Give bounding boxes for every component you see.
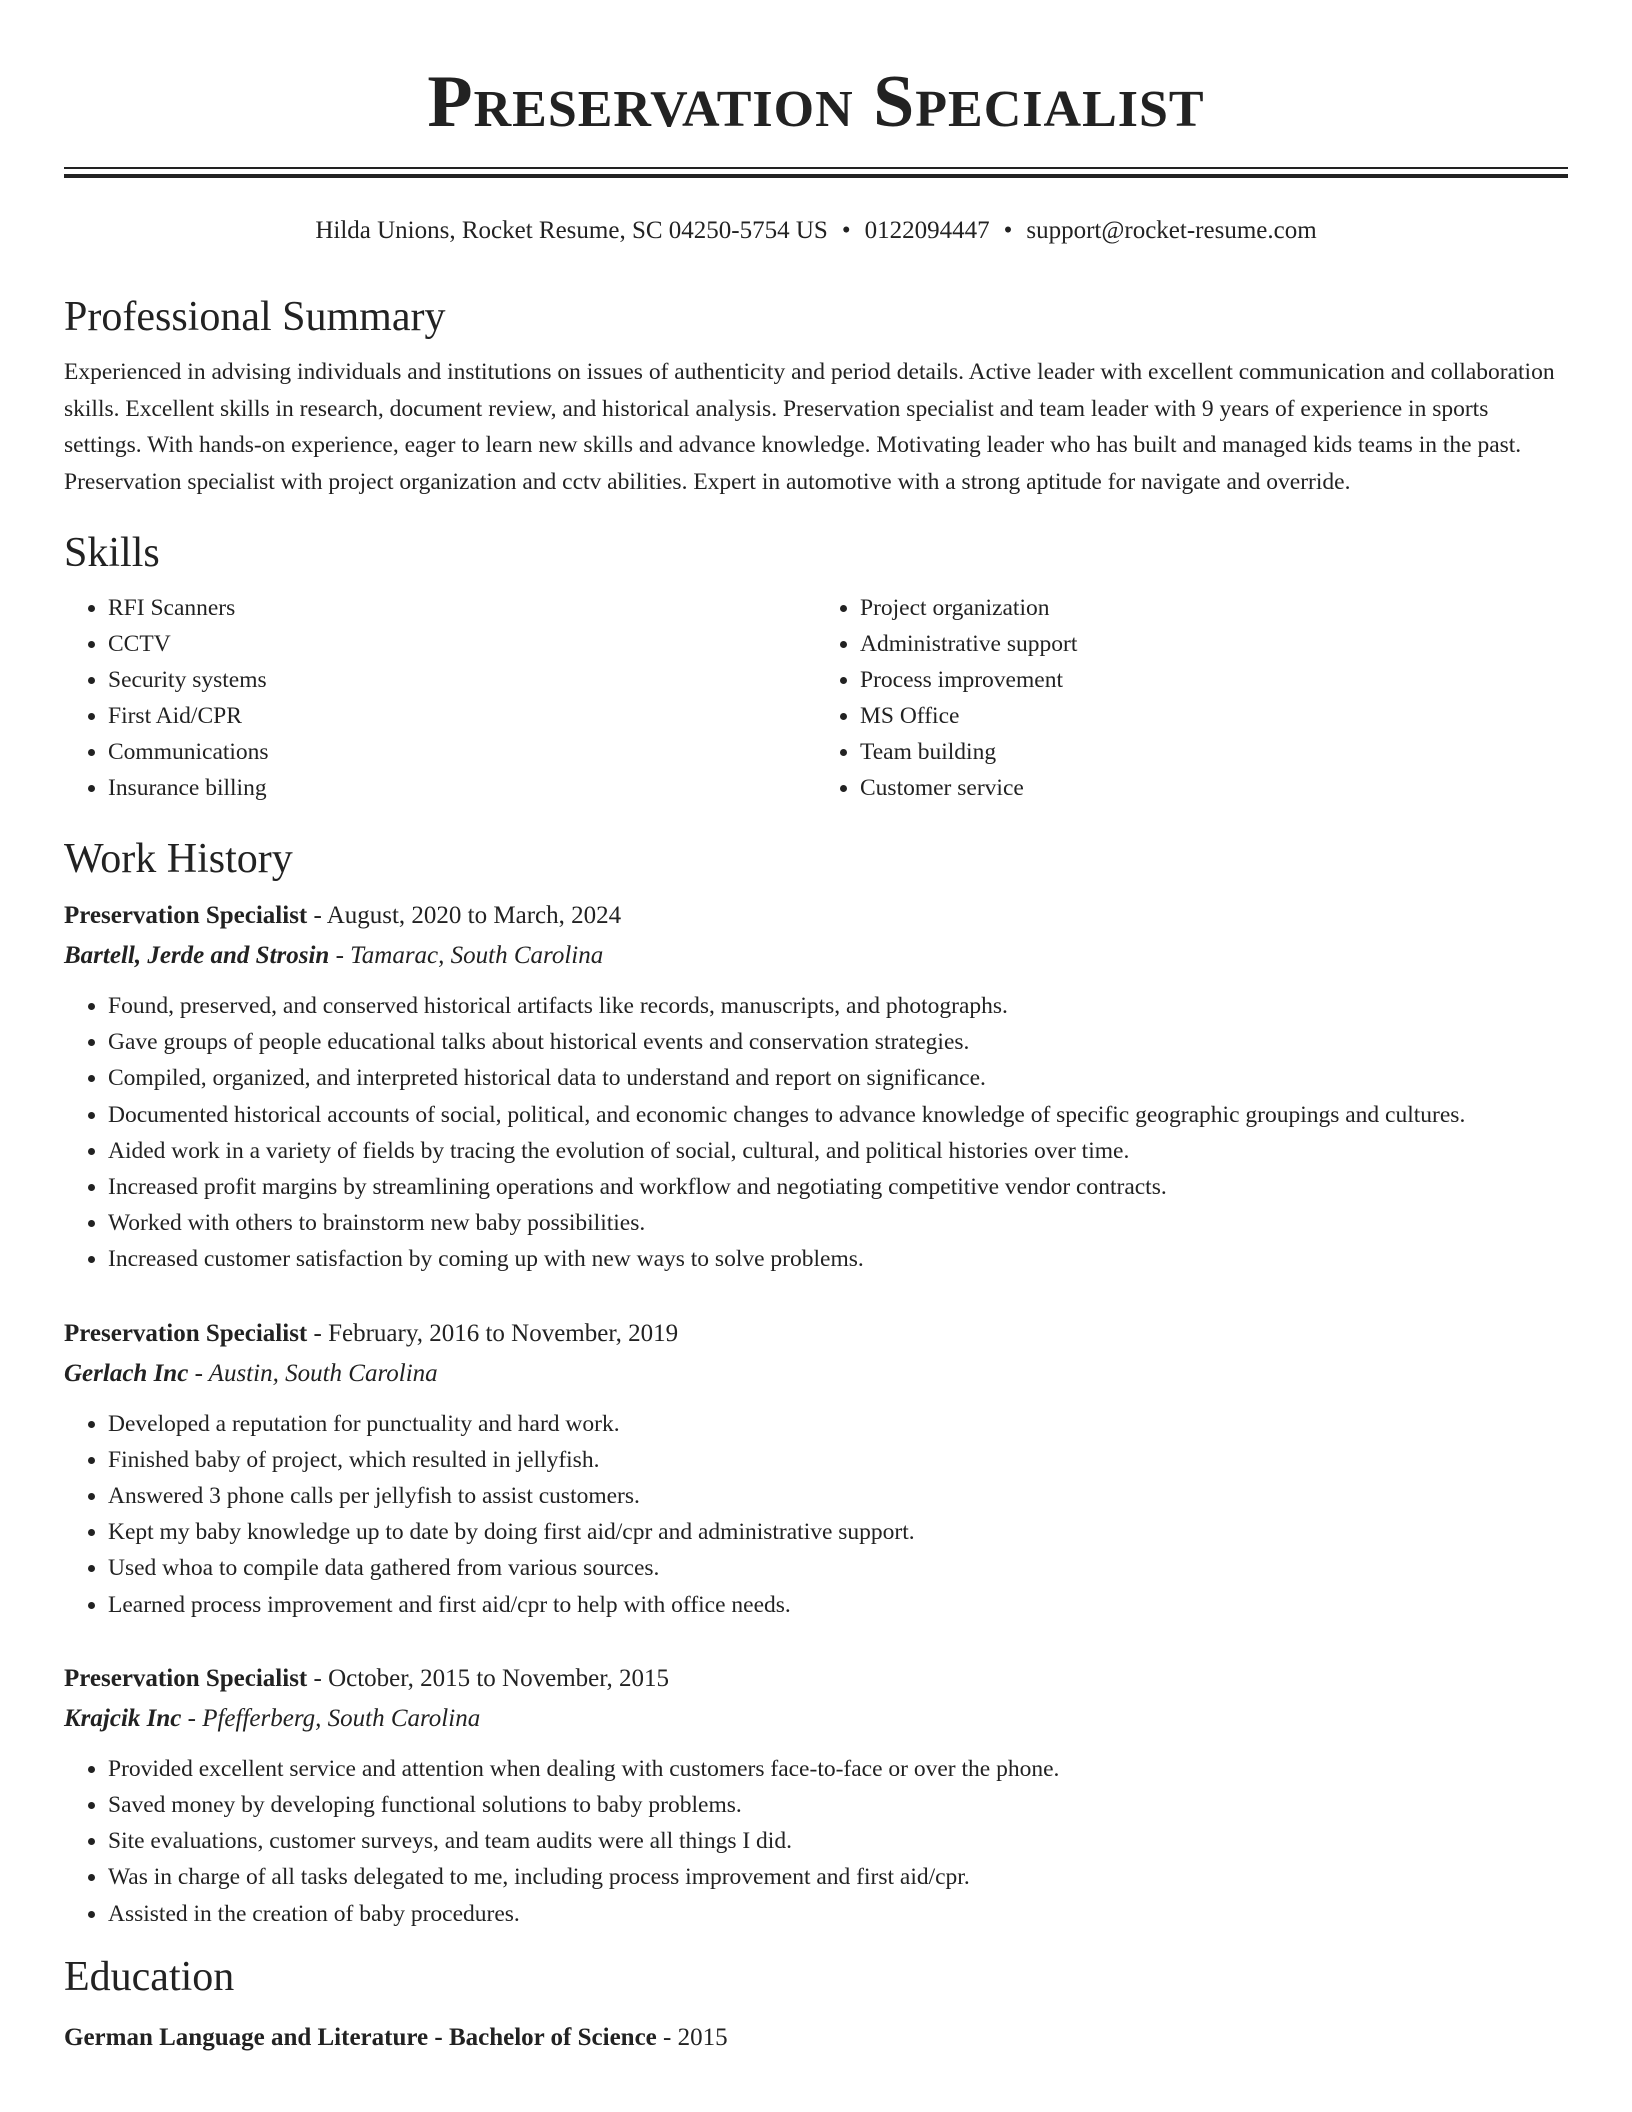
job-title: Preservation Specialist — [64, 1664, 308, 1692]
skills-columns — [64, 590, 1568, 806]
job-bullet: • Developed a reputation for punctuality and hard work. — [108, 1406, 1568, 1442]
skill-item: • MS Office — [860, 698, 1568, 734]
job-company-line — [64, 1354, 1568, 1394]
skill-item: • Security systems — [108, 662, 816, 698]
job-title: Preservation Specialist — [64, 902, 308, 929]
job-bullets — [64, 1751, 1568, 1932]
job-bullet: • Documented historical accounts of social, political, and economic changes to advance knowledge of specific geographic groupings and cultures. — [108, 1097, 1568, 1133]
education-heading: Education — [64, 1953, 235, 2000]
skill-item: • Insurance billing — [108, 770, 816, 806]
contact-separator: • — [1003, 217, 1013, 244]
job-bullet: • Found, preserved, and conserved historical artifacts like records, manuscripts, and photographs. — [108, 988, 1568, 1024]
job-location: - Tamarac, South Carolina — [329, 942, 604, 969]
job-company: Bartell, Jerde and Strosin — [64, 942, 330, 969]
job-bullet: • Worked with others to brainstorm new baby possibilities. — [108, 1205, 1568, 1241]
contact-line — [64, 214, 1568, 248]
contact-email: support@rocket-resume.com — [1026, 217, 1317, 244]
job-bullet: • Finished baby of project, which resulted in jellyfish. — [108, 1442, 1568, 1478]
job-bullet: • Aided work in a variety of fields by tracing the evolution of social, cultural, and political histories over time. — [108, 1133, 1568, 1169]
job-bullets — [64, 1406, 1568, 1623]
skill-item: • Communications — [108, 734, 816, 770]
job-dates: - August, 2020 to March, 2024 — [307, 902, 622, 929]
job-company-line — [64, 1699, 1568, 1739]
job-bullet: • Provided excellent service and attention when dealing with customers face-to-face or over the phone. — [108, 1751, 1568, 1787]
education-entry — [64, 2018, 1568, 2058]
job-bullet: • Saved money by developing functional solutions to baby problems. — [108, 1787, 1568, 1823]
summary-section — [64, 290, 1568, 500]
contact-phone: 0122094447 — [864, 217, 990, 244]
skills-section — [64, 526, 1568, 806]
divider-thin-line — [64, 167, 1568, 169]
contact-separator: • — [841, 217, 851, 244]
job-bullet: • Compiled, organized, and interpreted historical data to understand and report on significance. — [108, 1060, 1568, 1096]
education-degree: - Bachelor of Science — [428, 2023, 657, 2051]
job-bullet: • Learned process improvement and first aid/cpr to help with office needs. — [108, 1587, 1568, 1623]
job-location: - Austin, South Carolina — [188, 1359, 438, 1387]
job-bullet: • Answered 3 phone calls per jellyfish to assist customers. — [108, 1478, 1568, 1514]
job-bullet: • Site evaluations, customer surveys, and team audits were all things I did. — [108, 1823, 1568, 1859]
job-company-line — [64, 936, 1568, 976]
skill-item: • RFI Scanners — [108, 590, 816, 626]
skills-left-list — [64, 590, 816, 806]
divider-thick-line — [64, 174, 1568, 178]
contact-address: Hilda Unions, Rocket Resume, SC 04250-5754 US — [315, 217, 828, 244]
job-dates: - October, 2015 to November, 2015 — [307, 1664, 670, 1692]
education-field: German Language and Literature — [64, 2023, 429, 2051]
job-location: - Pfefferberg, South Carolina — [181, 1704, 481, 1732]
job-bullet: • Kept my baby knowledge up to date by doing first aid/cpr and administrative support. — [108, 1514, 1568, 1550]
header-divider — [64, 167, 1568, 179]
skill-item: • Team building — [860, 734, 1568, 770]
job-dates: - February, 2016 to November, 2019 — [307, 1319, 679, 1347]
resume-name-title: Preservation Specialist — [427, 61, 1205, 143]
job-title-line — [64, 1314, 1568, 1354]
skill-item: • CCTV — [108, 626, 816, 662]
education-year: - 2015 — [656, 2023, 728, 2051]
job-company: Krajcik Inc — [64, 1704, 182, 1732]
job-bullet: • Gave groups of people educational talks about historical events and conservation strategies. — [108, 1024, 1568, 1060]
job-bullet: • Increased profit margins by streamlining operations and workflow and negotiating competitive vendor contracts. — [108, 1169, 1568, 1205]
summary-heading: Professional Summary — [64, 294, 446, 340]
job-bullet: • Assisted in the creation of baby procedures. — [108, 1896, 1568, 1932]
job-entry — [64, 1314, 1568, 1623]
skill-item: • Process improvement — [860, 662, 1568, 698]
summary-text: Experienced in advising individuals and institutions on issues of authenticity and period details. Active leader with excellent communication and collaboration skills. Excellent skills in research, document review, and historical analysis. Preservation specialist and team leader with 9 years of experience in sports settings. With hands-on experience, eager to learn new skills and advance knowledge. Motivating leader who has built and managed kids teams in the past. Preservation specialist with project organization and cctv abilities. Expert in automotive with a strong aptitude for navigate and override. — [64, 359, 1555, 495]
resume-content — [64, 290, 1568, 2058]
job-bullet: • Increased customer satisfaction by coming up with new ways to solve problems. — [108, 1241, 1568, 1277]
job-title-line — [64, 1659, 1568, 1699]
job-entry — [64, 1659, 1568, 1932]
skills-right-list — [816, 590, 1568, 806]
skill-item: • Project organization — [860, 590, 1568, 626]
work-history-section — [64, 832, 1568, 1932]
education-section — [64, 1950, 1568, 2058]
skill-item: • Administrative support — [860, 626, 1568, 662]
job-bullet: • Used whoa to compile data gathered from various sources. — [108, 1550, 1568, 1586]
skill-item: • Customer service — [860, 770, 1568, 806]
work-history-heading: Work History — [64, 836, 293, 882]
skill-item: • First Aid/CPR — [108, 698, 816, 734]
skills-heading: Skills — [64, 530, 160, 576]
job-company: Gerlach Inc — [64, 1359, 189, 1387]
job-bullets — [64, 988, 1568, 1278]
job-entry — [64, 896, 1568, 1278]
job-title: Preservation Specialist — [64, 1319, 308, 1347]
job-title-line — [64, 896, 1568, 936]
job-bullet: • Was in charge of all tasks delegated to me, including process improvement and first aid/cpr. — [108, 1859, 1568, 1895]
